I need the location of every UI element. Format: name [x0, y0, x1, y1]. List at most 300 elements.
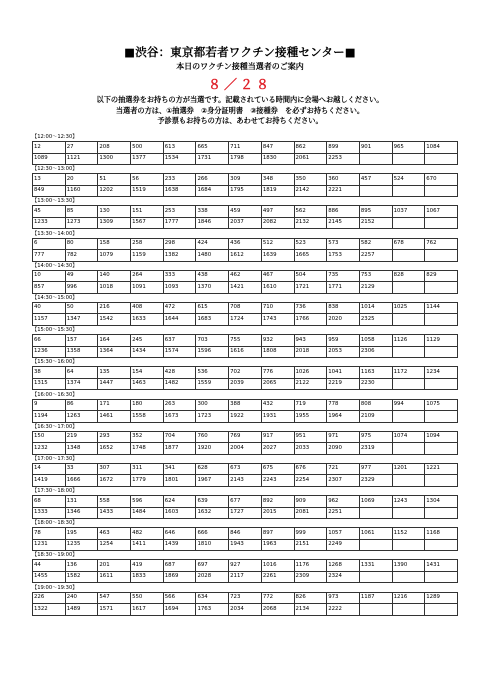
date-heading: ８／２８ — [207, 78, 272, 93]
ticket-number-cell: 1603 — [163, 507, 196, 519]
ticket-number-cell: 769 — [229, 431, 262, 443]
table-row — [33, 604, 458, 616]
ticket-number-cell: 1672 — [98, 475, 131, 487]
ticket-number-cell — [392, 217, 425, 229]
ticket-number-cell: 828 — [392, 270, 425, 282]
ticket-number-cell: 432 — [261, 399, 294, 411]
ticket-number-cell: 678 — [392, 238, 425, 250]
ticket-number-cell: 348 — [261, 174, 294, 186]
ticket-number-cell: 333 — [163, 270, 196, 282]
ticket-number-cell: 463 — [98, 528, 131, 540]
ticket-number-cell: 1489 — [65, 604, 98, 616]
ticket-number-cell: 14 — [33, 463, 66, 475]
ticket-number-cell — [392, 443, 425, 455]
ticket-number-cell: 550 — [131, 592, 164, 604]
table-row — [33, 528, 458, 540]
ticket-number-cell: 1364 — [98, 346, 131, 358]
ticket-number-cell: 829 — [425, 270, 458, 282]
ticket-number-cell: 1727 — [229, 507, 262, 519]
ticket-number-cell: 1194 — [33, 411, 66, 423]
ticket-number-cell: 965 — [392, 142, 425, 154]
ticket-number-cell: 1542 — [98, 314, 131, 326]
ticket-number-cell: 777 — [33, 250, 66, 262]
ticket-number-cell: 1723 — [196, 411, 229, 423]
ticket-number-cell: 677 — [229, 496, 262, 508]
ticket-number-cell: 1461 — [98, 411, 131, 423]
ticket-number-cell: 6 — [33, 238, 66, 250]
ticket-number-cell: 311 — [131, 463, 164, 475]
ticket-number-cell — [425, 346, 458, 358]
ticket-number-cell: 164 — [98, 335, 131, 347]
ticket-number-cell: 1777 — [163, 217, 196, 229]
ticket-number-cell: 157 — [65, 335, 98, 347]
ticket-number-cell: 971 — [327, 431, 360, 443]
ticket-number-cell: 50 — [65, 302, 98, 314]
ticket-number-cell: 131 — [65, 496, 98, 508]
ticket-number-cell: 10 — [33, 270, 66, 282]
ticket-number-cell: 360 — [327, 174, 360, 186]
ticket-number-cell — [392, 604, 425, 616]
ticket-number-cell: 512 — [261, 238, 294, 250]
time-slot — [32, 327, 440, 359]
ticket-number-cell: 1126 — [392, 335, 425, 347]
ticket-number-cell: 1089 — [33, 153, 66, 165]
ticket-number-cell: 895 — [359, 206, 392, 218]
ticket-number-cell: 994 — [392, 399, 425, 411]
ticket-number-cell: 38 — [33, 367, 66, 379]
ticket-number-cell: 1582 — [65, 571, 98, 583]
ticket-number-cell: 13 — [33, 174, 66, 186]
ticket-number-cell: 959 — [327, 335, 360, 347]
ticket-number-cell: 1963 — [261, 539, 294, 551]
ticket-number-cell: 1484 — [131, 507, 164, 519]
ticket-number-cell: 673 — [229, 463, 262, 475]
time-slot — [32, 230, 437, 263]
ticket-number-cell: 973 — [327, 592, 360, 604]
ticket-number-cell: 1482 — [163, 378, 196, 390]
ticket-number-cell: 68 — [33, 496, 66, 508]
table-row — [33, 153, 458, 165]
ticket-number-cell: 388 — [229, 399, 262, 411]
ticket-number-cell: 504 — [294, 270, 327, 282]
ticket-number-cell: 2319 — [359, 443, 392, 455]
ticket-number-cell: 49 — [65, 270, 98, 282]
ticket-number-cell: 56 — [131, 174, 164, 186]
ticket-number-cell: 2122 — [294, 378, 327, 390]
ticket-number-cell: 613 — [163, 142, 196, 154]
ticket-number-cell: 2221 — [327, 185, 360, 197]
ticket-number-cell: 2065 — [261, 378, 294, 390]
ticket-number-cell: 1748 — [131, 443, 164, 455]
ticket-number-cell: 180 — [131, 399, 164, 411]
ticket-number-cell: 2037 — [229, 217, 262, 229]
ticket-number-cell: 130 — [98, 206, 131, 218]
table-row — [33, 250, 458, 262]
ticket-number-cell: 710 — [261, 302, 294, 314]
table-row — [33, 507, 458, 519]
ticket-number-cell: 2219 — [327, 378, 360, 390]
time-slot — [32, 294, 440, 327]
ticket-number-cell: 307 — [98, 463, 131, 475]
ticket-number-cell: 1289 — [425, 592, 458, 604]
ticket-number-cell: 2325 — [359, 314, 392, 326]
table-row — [33, 206, 458, 218]
ticket-number-cell: 1763 — [196, 604, 229, 616]
ticket-number-cell: 1358 — [65, 346, 98, 358]
winning-number-table — [32, 431, 458, 455]
ticket-number-cell: 704 — [163, 431, 196, 443]
winning-number-table — [32, 141, 458, 165]
ticket-number-cell: 1016 — [261, 560, 294, 572]
ticket-number-cell: 1964 — [327, 411, 360, 423]
ticket-number-cell: 462 — [229, 270, 262, 282]
ticket-number-cell: 2230 — [359, 378, 392, 390]
ticket-number-cell: 670 — [425, 174, 458, 186]
ticket-number-cell: 932 — [261, 335, 294, 347]
ticket-number-cell: 1810 — [196, 539, 229, 551]
ticket-number-cell: 624 — [163, 496, 196, 508]
time-slot-label: 【16:30～17:00】 — [32, 423, 78, 430]
table-row — [33, 217, 458, 229]
ticket-number-cell: 2015 — [261, 507, 294, 519]
ticket-number-cell: 1411 — [131, 539, 164, 551]
ticket-number-cell: 195 — [65, 528, 98, 540]
ticket-number-cell: 1201 — [392, 463, 425, 475]
ticket-number-cell: 909 — [294, 496, 327, 508]
ticket-number-cell: 1665 — [294, 250, 327, 262]
ticket-number-cell: 2254 — [294, 475, 327, 487]
ticket-number-cell: 1061 — [359, 528, 392, 540]
ticket-number-cell: 1766 — [294, 314, 327, 326]
time-slot — [32, 262, 437, 295]
table-row — [33, 174, 458, 186]
ticket-number-cell: 2081 — [294, 507, 327, 519]
ticket-number-cell: 216 — [98, 302, 131, 314]
ticket-number-cell: 2020 — [327, 314, 360, 326]
ticket-number-cell: 338 — [196, 206, 229, 218]
ticket-number-cell: 497 — [261, 206, 294, 218]
ticket-number-cell: 424 — [196, 238, 229, 250]
ticket-number-cell: 628 — [196, 463, 229, 475]
ticket-number-cell: 665 — [196, 142, 229, 154]
time-slot-label: 【17:00～17:30】 — [32, 455, 78, 462]
ticket-number-cell: 1694 — [163, 604, 196, 616]
ticket-number-cell: 760 — [196, 431, 229, 443]
instruction-line: 予診票もお持ちの方は、あわせてお持ちください。 — [157, 116, 323, 125]
ticket-number-cell: 2117 — [229, 571, 262, 583]
ticket-number-cell: 51 — [98, 174, 131, 186]
ticket-number-cell: 293 — [98, 431, 131, 443]
ticket-number-cell: 1571 — [98, 604, 131, 616]
ticket-number-cell: 849 — [33, 185, 66, 197]
ticket-number-cell: 901 — [359, 142, 392, 154]
table-row — [33, 463, 458, 475]
ticket-number-cell: 1084 — [425, 142, 458, 154]
time-slot — [32, 455, 440, 488]
ticket-number-cell: 1176 — [294, 560, 327, 572]
ticket-number-cell: 2253 — [327, 153, 360, 165]
ticket-number-cell: 1235 — [65, 539, 98, 551]
time-slot-label: 【14:30～15:00】 — [32, 294, 78, 301]
ticket-number-cell: 1346 — [65, 507, 98, 519]
winning-number-table — [32, 205, 458, 229]
ticket-number-cell: 1819 — [261, 185, 294, 197]
ticket-number-cell: 2152 — [359, 217, 392, 229]
ticket-number-cell: 2039 — [229, 378, 262, 390]
ticket-number-cell: 2222 — [327, 604, 360, 616]
time-slot — [32, 520, 440, 552]
ticket-number-cell: 1455 — [33, 571, 66, 583]
ticket-number-cell: 2142 — [294, 185, 327, 197]
ticket-number-cell: 1683 — [196, 314, 229, 326]
ticket-number-cell: 634 — [196, 592, 229, 604]
ticket-number-cell: 573 — [327, 238, 360, 250]
ticket-number-cell: 1075 — [425, 399, 458, 411]
ticket-number-cell — [392, 153, 425, 165]
time-slot — [32, 359, 440, 391]
ticket-number-cell: 1920 — [196, 443, 229, 455]
ticket-number-cell: 201 — [98, 560, 131, 572]
ticket-number-cell: 1168 — [425, 528, 458, 540]
ticket-number-cell: 500 — [131, 142, 164, 154]
ticket-number-cell: 1801 — [163, 475, 196, 487]
ticket-number-cell: 1390 — [392, 560, 425, 572]
time-slot-label: 【12:00～12:30】 — [32, 134, 78, 140]
ticket-number-cell: 1574 — [163, 346, 196, 358]
ticket-number-cell: 2251 — [327, 507, 360, 519]
ticket-number-cell: 44 — [33, 560, 66, 572]
ticket-number-cell: 762 — [425, 238, 458, 250]
ticket-number-cell — [359, 571, 392, 583]
ticket-number-cell: 2034 — [229, 604, 262, 616]
ticket-number-cell: 1129 — [425, 335, 458, 347]
ticket-number-cell: 1331 — [359, 560, 392, 572]
ticket-number-cell — [392, 346, 425, 358]
ticket-number-cell: 1233 — [33, 217, 66, 229]
ticket-number-cell — [392, 185, 425, 197]
table-row — [33, 270, 458, 282]
table-row — [33, 314, 458, 326]
ticket-number-cell: 266 — [196, 174, 229, 186]
ticket-number-cell: 2261 — [261, 571, 294, 583]
ticket-number-cell: 2061 — [294, 153, 327, 165]
ticket-number-cell — [392, 250, 425, 262]
ticket-number-cell: 2324 — [327, 571, 360, 583]
ticket-number-cell: 1067 — [425, 206, 458, 218]
ticket-number-cell: 20 — [65, 174, 98, 186]
ticket-number-cell: 240 — [65, 592, 98, 604]
ticket-number-cell: 1093 — [163, 282, 196, 294]
ticket-number-cell: 1216 — [392, 592, 425, 604]
ticket-number-cell: 2033 — [294, 443, 327, 455]
ticket-number-cell: 999 — [294, 528, 327, 540]
ticket-number-cell: 808 — [359, 399, 392, 411]
ticket-number-cell — [392, 539, 425, 551]
table-row — [33, 475, 458, 487]
ticket-number-cell — [392, 282, 425, 294]
ticket-number-cell: 2132 — [294, 217, 327, 229]
ticket-number-cell — [359, 604, 392, 616]
table-row — [33, 142, 458, 154]
table-row — [33, 539, 458, 551]
ticket-number-cell: 1421 — [229, 282, 262, 294]
table-row — [33, 185, 458, 197]
ticket-number-cell: 536 — [196, 367, 229, 379]
ticket-number-cell: 264 — [131, 270, 164, 282]
ticket-number-cell: 298 — [163, 238, 196, 250]
ticket-number-cell: 12 — [33, 142, 66, 154]
ticket-number-cell: 245 — [131, 335, 164, 347]
ticket-number-cell: 457 — [359, 174, 392, 186]
ticket-number-cell: 753 — [359, 270, 392, 282]
ticket-number-cell — [425, 539, 458, 551]
ticket-number-cell: 1377 — [131, 153, 164, 165]
ticket-number-cell: 438 — [196, 270, 229, 282]
table-row — [33, 431, 458, 443]
ticket-number-cell: 857 — [33, 282, 66, 294]
ticket-number-cell: 1567 — [131, 217, 164, 229]
ticket-number-cell — [392, 507, 425, 519]
ticket-number-cell: 1315 — [33, 378, 66, 390]
winning-number-table — [32, 527, 458, 551]
ticket-number-cell: 1058 — [359, 335, 392, 347]
ticket-number-cell: 33 — [65, 463, 98, 475]
ticket-number-cell: 1268 — [327, 560, 360, 572]
ticket-number-cell — [392, 411, 425, 423]
ticket-number-cell: 2151 — [294, 539, 327, 551]
ticket-number-cell: 596 — [131, 496, 164, 508]
ticket-number-cell: 226 — [33, 592, 66, 604]
instructions — [0, 95, 480, 127]
ticket-number-cell: 1480 — [196, 250, 229, 262]
ticket-number-cell — [359, 507, 392, 519]
table-row — [33, 346, 458, 358]
ticket-number-cell: 697 — [196, 560, 229, 572]
ticket-number-cell: 1069 — [359, 496, 392, 508]
ticket-number-cell: 1374 — [65, 378, 98, 390]
ticket-number-cell: 2145 — [327, 217, 360, 229]
ticket-number-cell: 886 — [327, 206, 360, 218]
ticket-number-cell: 1254 — [98, 539, 131, 551]
ticket-number-cell: 951 — [294, 431, 327, 443]
ticket-number-cell: 1798 — [229, 153, 262, 165]
ticket-number-cell — [425, 153, 458, 165]
ticket-number-cell: 1347 — [65, 314, 98, 326]
ticket-number-cell: 1559 — [196, 378, 229, 390]
ticket-number-cell: 1463 — [131, 378, 164, 390]
ticket-number-cell: 2143 — [229, 475, 262, 487]
table-row — [33, 560, 458, 572]
page-subtitle: 本日のワクチン接種当選者のご案内 — [176, 62, 304, 71]
winning-number-table — [32, 173, 458, 197]
ticket-number-cell: 1221 — [425, 463, 458, 475]
ticket-number-cell: 1943 — [229, 539, 262, 551]
ticket-number-cell: 436 — [229, 238, 262, 250]
winning-number-table — [32, 238, 458, 262]
ticket-number-cell: 2082 — [261, 217, 294, 229]
ticket-number-cell: 1534 — [163, 153, 196, 165]
table-row — [33, 571, 458, 583]
ticket-number-cell: 66 — [33, 335, 66, 347]
ticket-number-cell: 45 — [33, 206, 66, 218]
ticket-number-cell: 1273 — [65, 217, 98, 229]
winning-number-table — [32, 495, 458, 519]
ticket-number-cell: 1187 — [359, 592, 392, 604]
ticket-number-cell — [425, 604, 458, 616]
table-row — [33, 411, 458, 423]
ticket-number-cell: 1616 — [229, 346, 262, 358]
ticket-number-cell: 1121 — [65, 153, 98, 165]
ticket-number-cell: 2309 — [294, 571, 327, 583]
ticket-number-cell: 233 — [163, 174, 196, 186]
ticket-number-cell: 778 — [327, 399, 360, 411]
time-slot — [32, 423, 440, 456]
time-slot-label: 【13:00～13:30】 — [32, 198, 78, 205]
winning-number-table — [32, 270, 458, 294]
ticket-number-cell: 158 — [98, 238, 131, 250]
ticket-number-cell: 408 — [131, 302, 164, 314]
ticket-number-cell — [392, 378, 425, 390]
ticket-number-cell: 639 — [196, 496, 229, 508]
ticket-number-cell: 2053 — [327, 346, 360, 358]
ticket-number-cell: 2109 — [359, 411, 392, 423]
instruction-line: 当選者の方は、①抽選券 ②身分証明書 ③接種券 を必ずお持ちください。 — [115, 105, 365, 115]
ticket-number-cell: 1382 — [163, 250, 196, 262]
ticket-number-cell — [359, 539, 392, 551]
ticket-number-cell: 472 — [163, 302, 196, 314]
ticket-number-cell: 562 — [294, 206, 327, 218]
ticket-number-cell: 2134 — [294, 604, 327, 616]
time-slot-label: 【16:00～16:30】 — [32, 391, 78, 398]
ticket-number-cell: 2004 — [229, 443, 262, 455]
ticket-number-cell: 1322 — [33, 604, 66, 616]
table-row — [33, 592, 458, 604]
ticket-number-cell: 826 — [294, 592, 327, 604]
ticket-number-cell: 64 — [65, 367, 98, 379]
ticket-number-cell: 524 — [392, 174, 425, 186]
ticket-number-cell: 467 — [261, 270, 294, 282]
ticket-number-cell: 1041 — [327, 367, 360, 379]
ticket-number-cell: 419 — [131, 560, 164, 572]
ticket-number-cell: 927 — [229, 560, 262, 572]
table-row — [33, 496, 458, 508]
ticket-number-cell: 1743 — [261, 314, 294, 326]
ticket-number-cell: 708 — [229, 302, 262, 314]
ticket-number-cell: 1159 — [131, 250, 164, 262]
time-slot-label: 【18:30～19:00】 — [32, 552, 78, 559]
ticket-number-cell: 1639 — [261, 250, 294, 262]
table-row — [33, 335, 458, 347]
table-row — [33, 443, 458, 455]
time-slot-list — [32, 134, 440, 617]
time-slot — [32, 134, 440, 166]
ticket-number-cell: 2307 — [327, 475, 360, 487]
ticket-number-cell: 1434 — [131, 346, 164, 358]
ticket-number-cell: 996 — [65, 282, 98, 294]
ticket-number-cell: 309 — [229, 174, 262, 186]
ticket-number-cell: 1877 — [163, 443, 196, 455]
ticket-number-cell: 582 — [359, 238, 392, 250]
ticket-number-cell: 1172 — [392, 367, 425, 379]
ticket-number-cell: 2257 — [359, 250, 392, 262]
ticket-number-cell: 847 — [261, 142, 294, 154]
ticket-number-cell: 1771 — [327, 282, 360, 294]
time-slot-label: 【17:30～18:00】 — [32, 488, 78, 495]
ticket-number-cell: 1721 — [294, 282, 327, 294]
ticket-number-cell: 723 — [229, 592, 262, 604]
ticket-number-cell: 1684 — [196, 185, 229, 197]
ticket-number-cell: 1163 — [359, 367, 392, 379]
